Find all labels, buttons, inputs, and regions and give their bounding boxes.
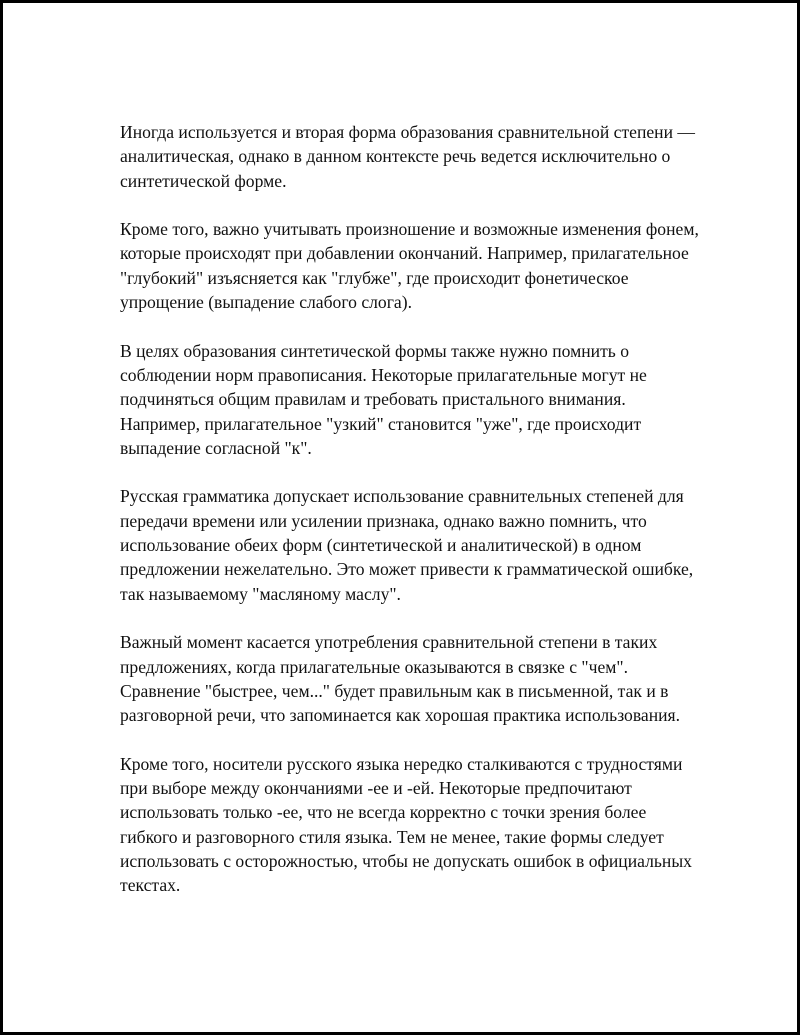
paragraph: Кроме того, важно учитывать произношение и возможные изменения фонем, которые происходят при добавлении окончаний. Например, прилагательное "глубокий" изъясняется как "глубже", где происходит фонетическое упрощение (выпадение слабого слога). xyxy=(120,219,699,313)
document-body xyxy=(120,120,700,898)
paragraph: В целях образования синтетической формы также нужно помнить о соблюдении норм правописания. Некоторые прилагательные могут не подчиняться общим правилам и требовать пристального внимания. Например, прилагательное "узкий" становится "уже", где происходит выпадение согласной "к". xyxy=(120,340,647,458)
paragraph: Русская грамматика допускает использование сравнительных степеней для передачи времени или усилении признака, однако важно помнить, что использование обеих форм (синтетической и аналитической) в одном предложении нежелательно. Это может привести к грамматической ошибке, так называемому "масляному маслу". xyxy=(120,486,694,604)
paragraph: Иногда используется и вторая форма образования сравнительной степени — аналитическая, однако в данном контексте речь ведется исключительно о синтетической форме. xyxy=(120,122,696,191)
paragraph: Кроме того, носители русского языка нередко сталкиваются с трудностями при выборе между окончаниями -ее и -ей. Некоторые предпочитают использовать только -ее, что не всегда корректно с точки зрения более гибкого и разговорного стиля языка. Тем не менее, такие формы следует использовать с осторожностью, чтобы не допускать ошибок в официальных текстах. xyxy=(120,753,692,896)
paragraph: Важный момент касается употребления сравнительной степени в таких предложениях, когда прилагательные оказываются в связке с "чем". Сравнение "быстрее, чем..." будет правильным как в письменной, так и в разговорной речи, что запоминается как хорошая практика использования. xyxy=(120,632,681,726)
